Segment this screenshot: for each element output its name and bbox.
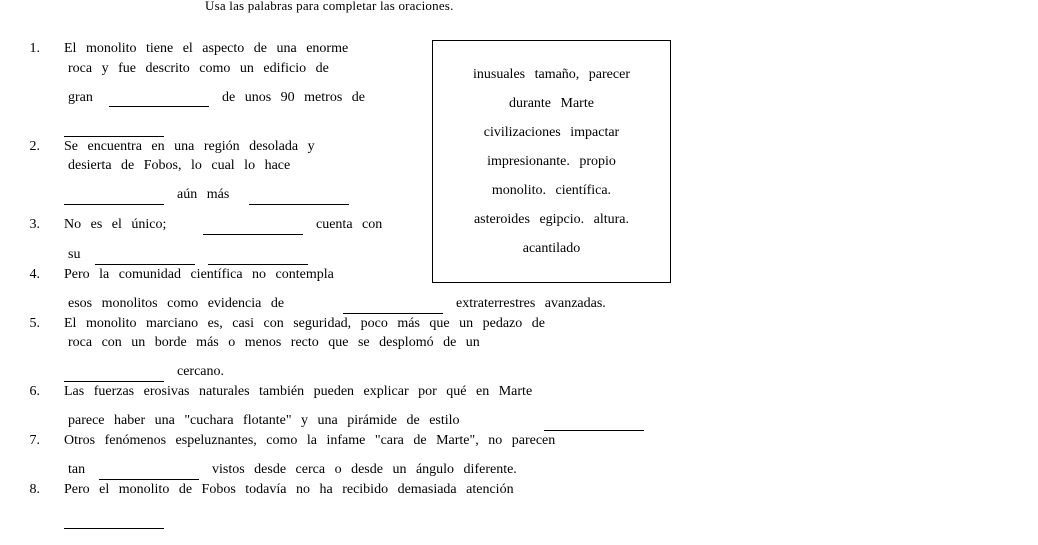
item-text: esos monolitos como evidencia de	[68, 296, 285, 311]
answer-blank[interactable]	[109, 106, 209, 107]
item-text: Las fuerzas erosivas naturales también pueden explicar por qué en Marte	[64, 384, 533, 399]
answer-blank[interactable]	[208, 264, 308, 265]
item-text: roca con un borde más o menos recto que se desplomó de un	[68, 335, 480, 350]
item-number: 3.	[29, 217, 40, 232]
item-text: Pero el monolito de Fobos todavía no ha recibido demasiada atención	[64, 482, 514, 497]
item-text: No es el único;	[64, 217, 167, 232]
word-bank-line: durante Marte	[509, 96, 594, 111]
answer-blank[interactable]	[99, 479, 199, 480]
answer-blank[interactable]	[64, 136, 164, 137]
item-text: Pero la comunidad científica no contempla	[64, 267, 334, 282]
word-bank-line: acantilado	[522, 241, 581, 256]
item-text: cercano.	[177, 364, 225, 379]
item-text: cuenta con	[316, 217, 383, 232]
item-number: 5.	[29, 316, 40, 331]
word-bank-line: inusuales tamaño, parecer	[473, 67, 630, 82]
word-bank-line: monolito. científica.	[491, 183, 612, 198]
answer-blank[interactable]	[64, 528, 164, 529]
item-text: desierta de Fobos, lo cual lo hace	[68, 158, 291, 173]
item-text: gran	[68, 90, 93, 105]
instructions: Usa las palabras para completar las oraciones.	[205, 0, 454, 13]
item-text: Otros fenómenos espeluznantes, como la infame "cara de Marte", no parecen	[64, 433, 556, 448]
word-bank-line: impresionante. propio	[487, 154, 616, 169]
answer-blank[interactable]	[203, 234, 303, 235]
item-number: 6.	[29, 384, 40, 399]
answer-blank[interactable]	[95, 264, 195, 265]
item-number: 8.	[29, 482, 40, 497]
item-number: 1.	[29, 41, 40, 56]
item-text: El monolito tiene el aspecto de una enorme	[64, 41, 349, 56]
item-number: 2.	[29, 139, 40, 154]
item-text: El monolito marciano es, casi con seguridad, poco más que un pedazo de	[64, 316, 545, 331]
item-number: 7.	[29, 433, 40, 448]
word-bank	[432, 40, 671, 283]
item-text: de unos 90 metros de	[222, 90, 365, 105]
answer-blank[interactable]	[64, 204, 164, 205]
item-text: su	[68, 247, 81, 262]
item-text: Se encuentra en una región desolada y	[64, 139, 315, 154]
item-text: aún más	[177, 187, 230, 202]
word-bank-line: asteroides egipcio. altura.	[473, 212, 630, 227]
item-text: parece haber una "cuchara flotante" y una pirámide de estilo	[68, 413, 460, 428]
item-text: tan	[68, 462, 86, 477]
item-text: roca y fue descrito como un edificio de	[68, 61, 329, 76]
answer-blank[interactable]	[343, 313, 443, 314]
item-text: extraterrestres avanzadas.	[456, 296, 606, 311]
word-bank-line: civilizaciones impactar	[483, 125, 620, 140]
answer-blank[interactable]	[249, 204, 349, 205]
item-number: 4.	[29, 267, 40, 282]
item-text: vistos desde cerca o desde un ángulo diferente.	[212, 462, 517, 477]
answer-blank[interactable]	[64, 381, 164, 382]
answer-blank[interactable]	[544, 430, 644, 431]
